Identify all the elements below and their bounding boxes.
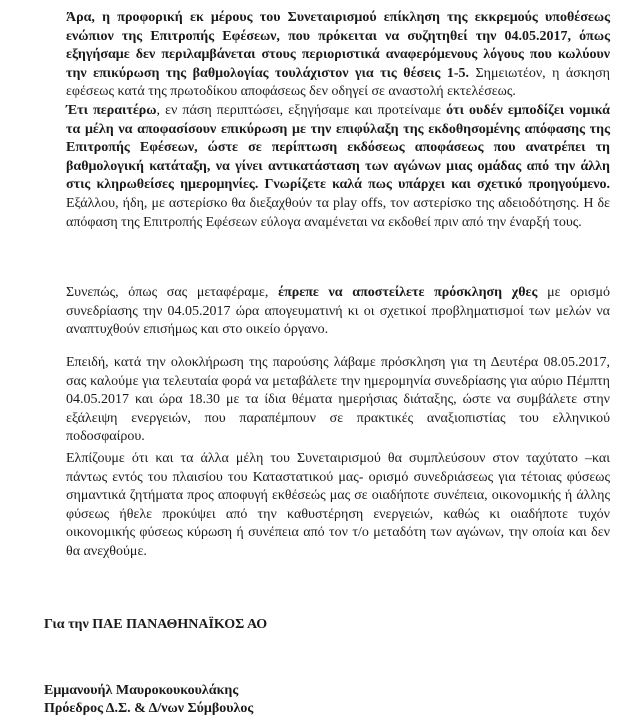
paragraph-meeting-date-change [66,354,610,447]
text-segment: Επειδή, κατά την ολοκλήρωση της παρούσης λάβαμε πρόσκληση για τη Δευτέρα 08.05.2017, σας καλούμε για τελευταία φορά να μεταβάλετε την ημερομηνία συνεδρίασης για αύριο Πέμπτη 04.05.2017 και ώρα 18.30 με τα ίδια θέματα ημερήσιας διάταξης, ώστε να συμβάλετε στην εξάλειψη ενεργειών, που παραπέμπουν σε πρακτικές αναξιοπιστίας του ελληνικού ποδοσφαίρου. [66,355,610,445]
text-segment: με ορισμό συνεδρίασης την 04.05.2017 ώρα απογευματινή κι οι σχετικοί προβληματισμοί των μελών να αναπτυχθούν επισήμως και στο οικείο όργανο. [66,285,610,338]
signatory-title: Πρόεδρος Δ.Σ. & Δ/νων Σύμβουλος [44,701,254,716]
text-segment: Άρα, η προφορική εκ μέρους του Συνεταιρισμού επίκληση της εκκρεμούς υποθέσεως ενώπιον της Επιτροπής Εφέσεων, που πρόκειται να συζητηθεί την 04.05.2017, όπως εξηγήσαμε δεν περιλαμβάνεται στους περιοριστικά αναφερόμενους λόγους που κωλύουν την επικύρωση της βαθμολογίας τουλάχιστον για τις θέσεις 1-5. [66,10,610,81]
text-segment: , εν πάση περιπτώσει, εξηγήσαμε και προτείναμε [156,103,447,118]
paragraph-invitation-request [66,284,610,340]
text-segment: Έτι περαιτέρω [66,103,157,118]
text-segment: ότι ουδέν εμποδίζει νομικά τα μέλη να αποφασίσουν επικύρωση με την επιφύλαξη της εκδοθησομένης απόφασης της Επιτροπής Εφέσεων, ώστε σε περίπτωση εκδόσεως αποφάσεως που ανατρέπει τη βαθμολογική κατάταξη, να γίνει αντικατάσταση των αγώνων μιας ομάδας από την άλλη στις κληρωθείσες ημερομηνίες. Γνωρίζετε καλά πως υπάρχει και σχετικό προηγούμενο. [66,103,610,193]
paragraph-closing-hope [66,450,610,562]
text-segment: Εξάλλου, ήδη, με αστερίσκο θα διεξαχθούν τα play offs, τον αστερίσκο της αδειοδότησης. Η δε απόφαση της Επιτροπής Εφέσεων εύλογα αναμένεται να εκδοθεί πριν από την έναρξή τους. [66,195,610,230]
signature-on-behalf: Για την ΠΑΕ ΠΑΝΑΘΗΝΑΪΚΟΣ ΑΟ [44,617,268,632]
paragraph-conditional-ratification [66,102,610,232]
text-segment: Ελπίζουμε ότι και τα άλλα μέλη του Συνεταιρισμού θα συμπλεύσουν στον ταχύτατο –και πάντως εντός του πλαισίου του Καταστατικού μας- ορισμό συνεδριάσεως για τέτοιας φύσεως σημαντικά ζητήματα προς αποφυγή εκθέσεώς μας σε οιαδήποτε συνέπεια, οικονομικής ή άλλης φύσεως ήθελε προκύψει από την καθυστέρηση ενεργειών, καθώς κι οιαδήποτε τυχόν οικονομικής φύσεως κύρωση ή συνέπεια από τον τ/ο μεταδότη των αγώνων, την οποία και δεν θα ανεχθούμε. [66,451,610,559]
text-segment: Σημειωτέον, η άσκηση εφέσεως κατά της πρωτοδίκου αποφάσεως δεν οδηγεί σε αναστολή εκτελέσεως. [66,65,610,100]
paragraph-appeal-hearing [66,9,610,102]
text-segment: έπρεπε να αποστείλετε πρόσκληση χθες [278,285,538,300]
text-segment: Συνεπώς, όπως σας μεταφέραμε, [66,285,279,300]
signatory-name: Εμμανουήλ Μαυροκουκουλάκης [44,683,239,698]
